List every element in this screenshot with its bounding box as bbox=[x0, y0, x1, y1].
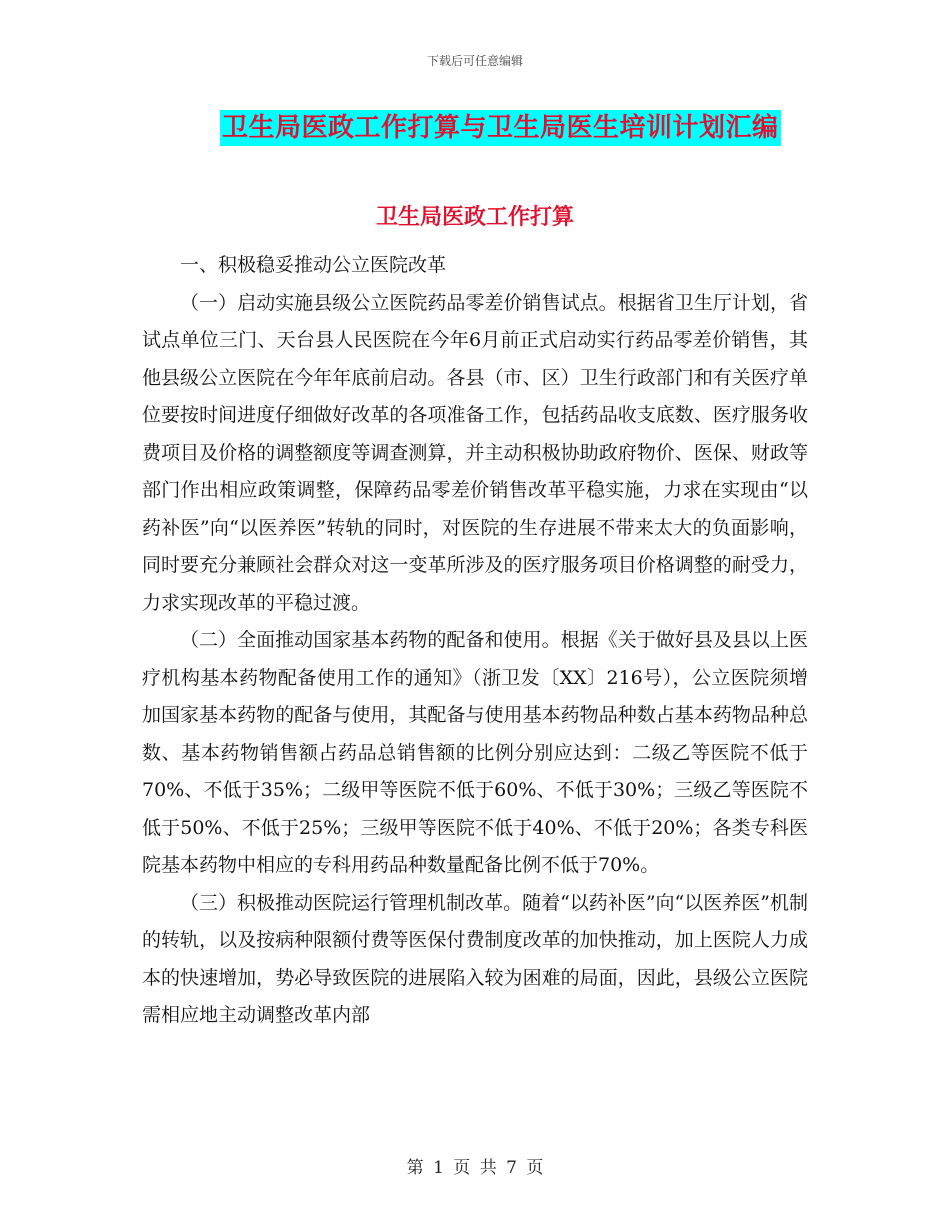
paragraph-2: （二）全面推动国家基本药物的配备和使用。根据《关于做好县及县以上医疗机构基本药物配备使用工作的通知》（浙卫发〔XX〕216号），公立医院须增加国家基本药物的配备与使用，其配备与使用基本药物品种数占基本药物品种总数、基本药物销售额占药品总销售额的比例分别应达到：二级乙等医院不低于70%、不低于35%；二级甲等医院不低于60%、不低于30%；三级乙等医院不低于50%、不低于25%；三级甲等医院不低于40%、不低于20%；各类专科医院基本药物中相应的专科用药品种数量配备比例不低于70%。 bbox=[142, 629, 808, 876]
document-body bbox=[142, 247, 808, 1035]
heading-one: 一、积极稳妥推动公立医院改革 bbox=[180, 254, 447, 276]
paragraph-3: （三）积极推动医院运行管理机制改革。随着“以药补医”向“以医养医”机制的转轨，以及按病种限额付费等医保付费制度改革的加快推动，加上医院人力成本的快速增加，势必导致医院的进展陷入较为困难的局面，因此，县级公立医院需相应地主动调整改革内部 bbox=[142, 891, 808, 1026]
page-number-footer: 第 1 页 共 7 页 bbox=[406, 1158, 544, 1178]
paragraph-1: （一）启动实施县级公立医院药品零差价销售试点。根据省卫生厅计划，省试点单位三门、天台县人民医院在今年6月前正式启动实行药品零差价销售，其他县级公立医院在今年年底前启动。各县（市、区）卫生行政部门和有关医疗单位要按时间进度仔细做好改革的各项准备工作，包括药品收支底数、医疗服务收费项目及价格的调整额度等调查测算，并主动积极协助政府物价、医保、财政等部门作出相应政策调整，保障药品零差价销售改革平稳实施，力求在实现由“以药补医”向“以医养医”转轨的同时，对医院的生存进展不带来太大的负面影响，同时要充分兼顾社会群众对这一变革所涉及的医疗服务项目价格调整的耐受力，力求实现改革的平稳过渡。 bbox=[142, 291, 808, 614]
section-title: 卫生局医政工作打算 bbox=[375, 204, 574, 230]
document-main-title: 卫生局医政工作打算与卫生局医生培训计划汇编 bbox=[220, 110, 781, 146]
page-header-note: 下载后可任意编辑 bbox=[426, 54, 523, 68]
